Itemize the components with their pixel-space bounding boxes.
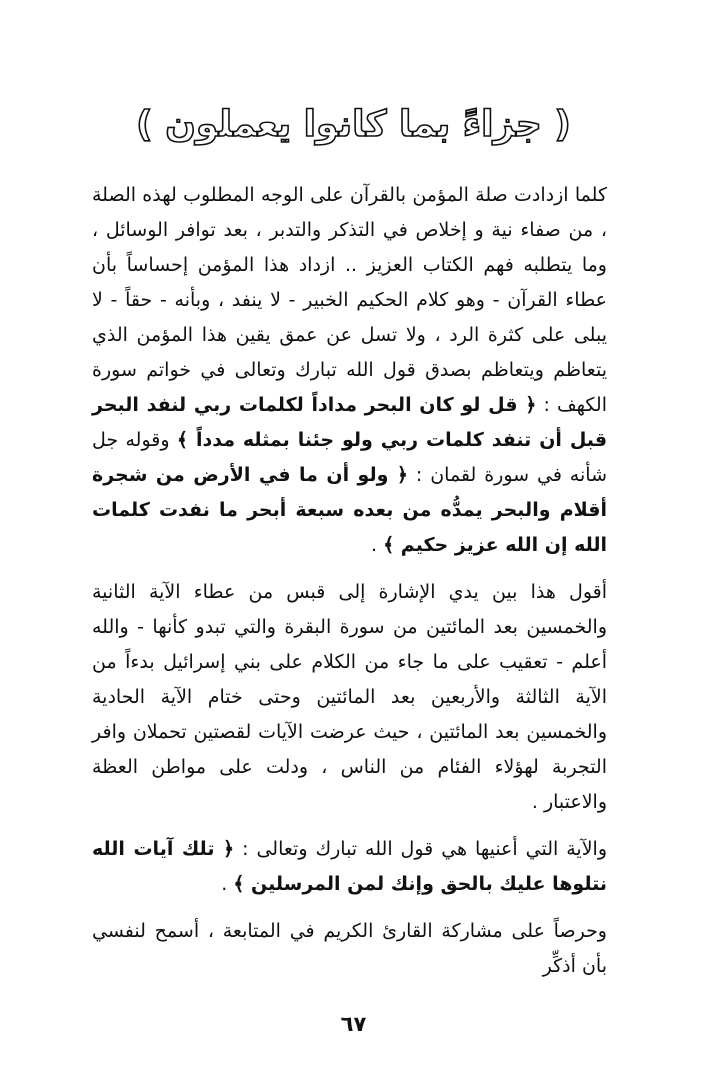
page-body	[92, 178, 607, 984]
paragraph-1	[92, 178, 607, 563]
quran-verse-baqarah: ﴿ تلك آيات الله نتلوها عليك بالحق وإنك لمن المرسلين ﴾	[92, 838, 607, 895]
page-number: ٦٧	[340, 1012, 367, 1036]
paragraph-1-text-3: .	[370, 534, 384, 556]
paragraph-2: أقول هذا بين يدي الإشارة إلى قبس من عطاء الآية الثانية والخمسين بعد المائتين من سورة البقرة والتي تبدو كأنها - والله أعلم - تعقيب على ما جاء من الكلام على بني إسرائيل بدءاً من الآية الثالثة والأربعين بعد المائتين وحتى ختام الآية الحادية والخمسين بعد المائتين ، حيث عرضت الآيات لقصتين تحملان وافر التجربة لهؤلاء الفئام من الناس ، ودلت على مواطن العظة والاعتبار .	[92, 581, 607, 813]
paragraph-1-text-2: وقوله جل شأنه في سورة لقمان :	[92, 429, 607, 486]
quran-verse-kahf: ﴿ قل لو كان البحر مداداً لكلمات ربي لنفد البحر قبل أن تنفد كلمات ربي ولو جئنا بمثله مدداً ﴾	[92, 394, 608, 451]
paragraph-3-text-1: والآية التي أعنيها هي قول الله تبارك وتعالى :	[234, 838, 607, 860]
chapter-title: ( جزاءً بما كانوا يعملون )	[136, 104, 571, 145]
quran-verse-luqman: ﴿ ولو أن ما في الأرض من شجرة أقلام والبحر يمدُّه من بعده سبعة أبحر ما نفدت كلمات الله إن الله عزيز حكيم ﴾	[92, 464, 607, 556]
paragraph-3	[92, 832, 607, 902]
paragraph-3-text-2: .	[221, 873, 234, 895]
paragraph-1-text-1: كلما ازدادت صلة المؤمن بالقرآن على الوجه المطلوب لهذه الصلة ، من صفاء نية و إخلاص في التذكر والتدبر ، بعد توافر الوسائل ، وما يتطلبه فهم الكتاب العزيز .. ازداد هذا المؤمن إحساساً بأن عطاء القرآن - وهو كلام الحكيم الخبير - لا ينفد ، وبأنه - حقاً - لا يبلى على كثرة الرد ، ولا تسل عن عمق يقين هذا المؤمن الذي يتعاظم ويتعاظم بصدق قول الله تبارك وتعالى في خواتم سورة الكهف :	[92, 184, 607, 416]
paragraph-4: وحرصاً على مشاركة القارئ الكريم في المتابعة ، أسمح لنفسي بأن أذكِّر	[92, 920, 607, 977]
